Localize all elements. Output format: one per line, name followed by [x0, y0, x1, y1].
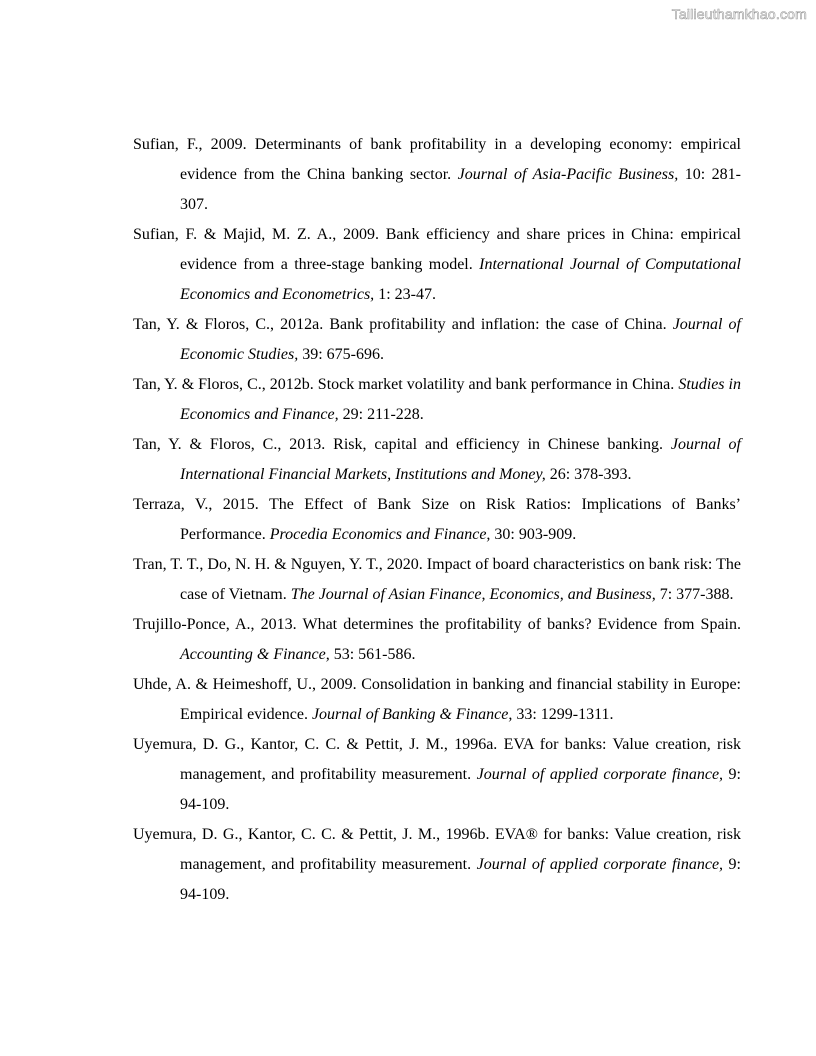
reference-entry [133, 490, 741, 550]
reference-journal: Accounting & Finance, [180, 646, 330, 663]
reference-authors-title: Tan, Y. & Floros, C., 2012a. Bank profitability and inflation: the case of China. [133, 316, 673, 333]
reference-volume-pages: 30: 903-909. [490, 526, 577, 543]
reference-journal: Journal of Economic Studies, [180, 316, 742, 363]
reference-authors-title: Sufian, F., 2009. Determinants of bank profitability in a developing economy: empirical evidence from the China banking sector. [133, 136, 741, 183]
reference-entry [133, 130, 741, 220]
reference-entry [133, 370, 741, 430]
reference-entry [133, 550, 741, 610]
reference-volume-pages: 26: 378-393. [545, 466, 632, 483]
reference-authors-title: Uyemura, D. G., Kantor, C. C. & Pettit, J. M., 1996a. EVA for banks: Value creation, risk management, and profitability measurement. [133, 736, 741, 783]
reference-authors-title: Tran, T. T., Do, N. H. & Nguyen, Y. T., 2020. Impact of board characteristics on bank risk: The case of Vietnam. [133, 556, 741, 603]
reference-journal: Journal of applied corporate finance, [476, 766, 724, 783]
reference-entry [133, 310, 741, 370]
reference-entry [133, 670, 741, 730]
reference-entry [133, 430, 741, 490]
reference-journal: The Journal of Asian Finance, Economics, and Business, [290, 586, 656, 603]
reference-journal: Studies in Economics and Finance, [180, 376, 741, 423]
reference-volume-pages: 29: 211-228. [338, 406, 424, 423]
reference-authors-title: Uhde, A. & Heimeshoff, U., 2009. Consolidation in banking and financial stability in Europe: Empirical evidence. [133, 676, 741, 723]
reference-journal: Journal of Asia-Pacific Business, [457, 166, 679, 183]
reference-journal: Procedia Economics and Finance, [269, 526, 491, 543]
reference-entry [133, 820, 741, 910]
watermark-text: Tailieuthamkhao.com [671, 6, 807, 22]
reference-authors-title: Tan, Y. & Floros, C., 2013. Risk, capital and efficiency in Chinese banking. [133, 436, 671, 453]
reference-volume-pages: 53: 561-586. [329, 646, 416, 663]
reference-authors-title: Terraza, V., 2015. The Effect of Bank Size on Risk Ratios: Implications of Banks’ Performance. [133, 496, 741, 543]
reference-volume-pages: 1: 23-47. [374, 286, 436, 303]
reference-entry [133, 610, 741, 670]
reference-volume-pages: 10: 281-307. [180, 166, 741, 213]
reference-journal: Journal of Banking & Finance, [311, 706, 513, 723]
reference-volume-pages: 7: 377-388. [655, 586, 734, 603]
reference-volume-pages: 33: 1299-1311. [512, 706, 614, 723]
reference-authors-title: Sufian, F. & Majid, M. Z. A., 2009. Bank efficiency and share prices in China: empirical evidence from a three-stage banking model. [133, 226, 741, 273]
reference-journal: International Journal of Computational Economics and Econometrics, [180, 256, 741, 303]
reference-list [133, 130, 741, 910]
reference-authors-title: Uyemura, D. G., Kantor, C. C. & Pettit, J. M., 1996b. EVA® for banks: Value creation, risk management, and profitability measurement. [133, 826, 741, 873]
reference-authors-title: Tan, Y. & Floros, C., 2012b. Stock market volatility and bank performance in China. [133, 376, 679, 393]
reference-volume-pages: 9: 94-109. [180, 856, 741, 903]
reference-volume-pages: 9: 94-109. [180, 766, 741, 813]
reference-entry [133, 220, 741, 310]
reference-volume-pages: 39: 675-696. [298, 346, 384, 363]
reference-journal: Journal of International Financial Markets, Institutions and Money, [180, 436, 741, 483]
reference-authors-title: Trujillo-Ponce, A., 2013. What determines the profitability of banks? Evidence from Spain. [133, 616, 741, 633]
reference-entry [133, 730, 741, 820]
reference-journal: Journal of applied corporate finance, [476, 856, 724, 873]
